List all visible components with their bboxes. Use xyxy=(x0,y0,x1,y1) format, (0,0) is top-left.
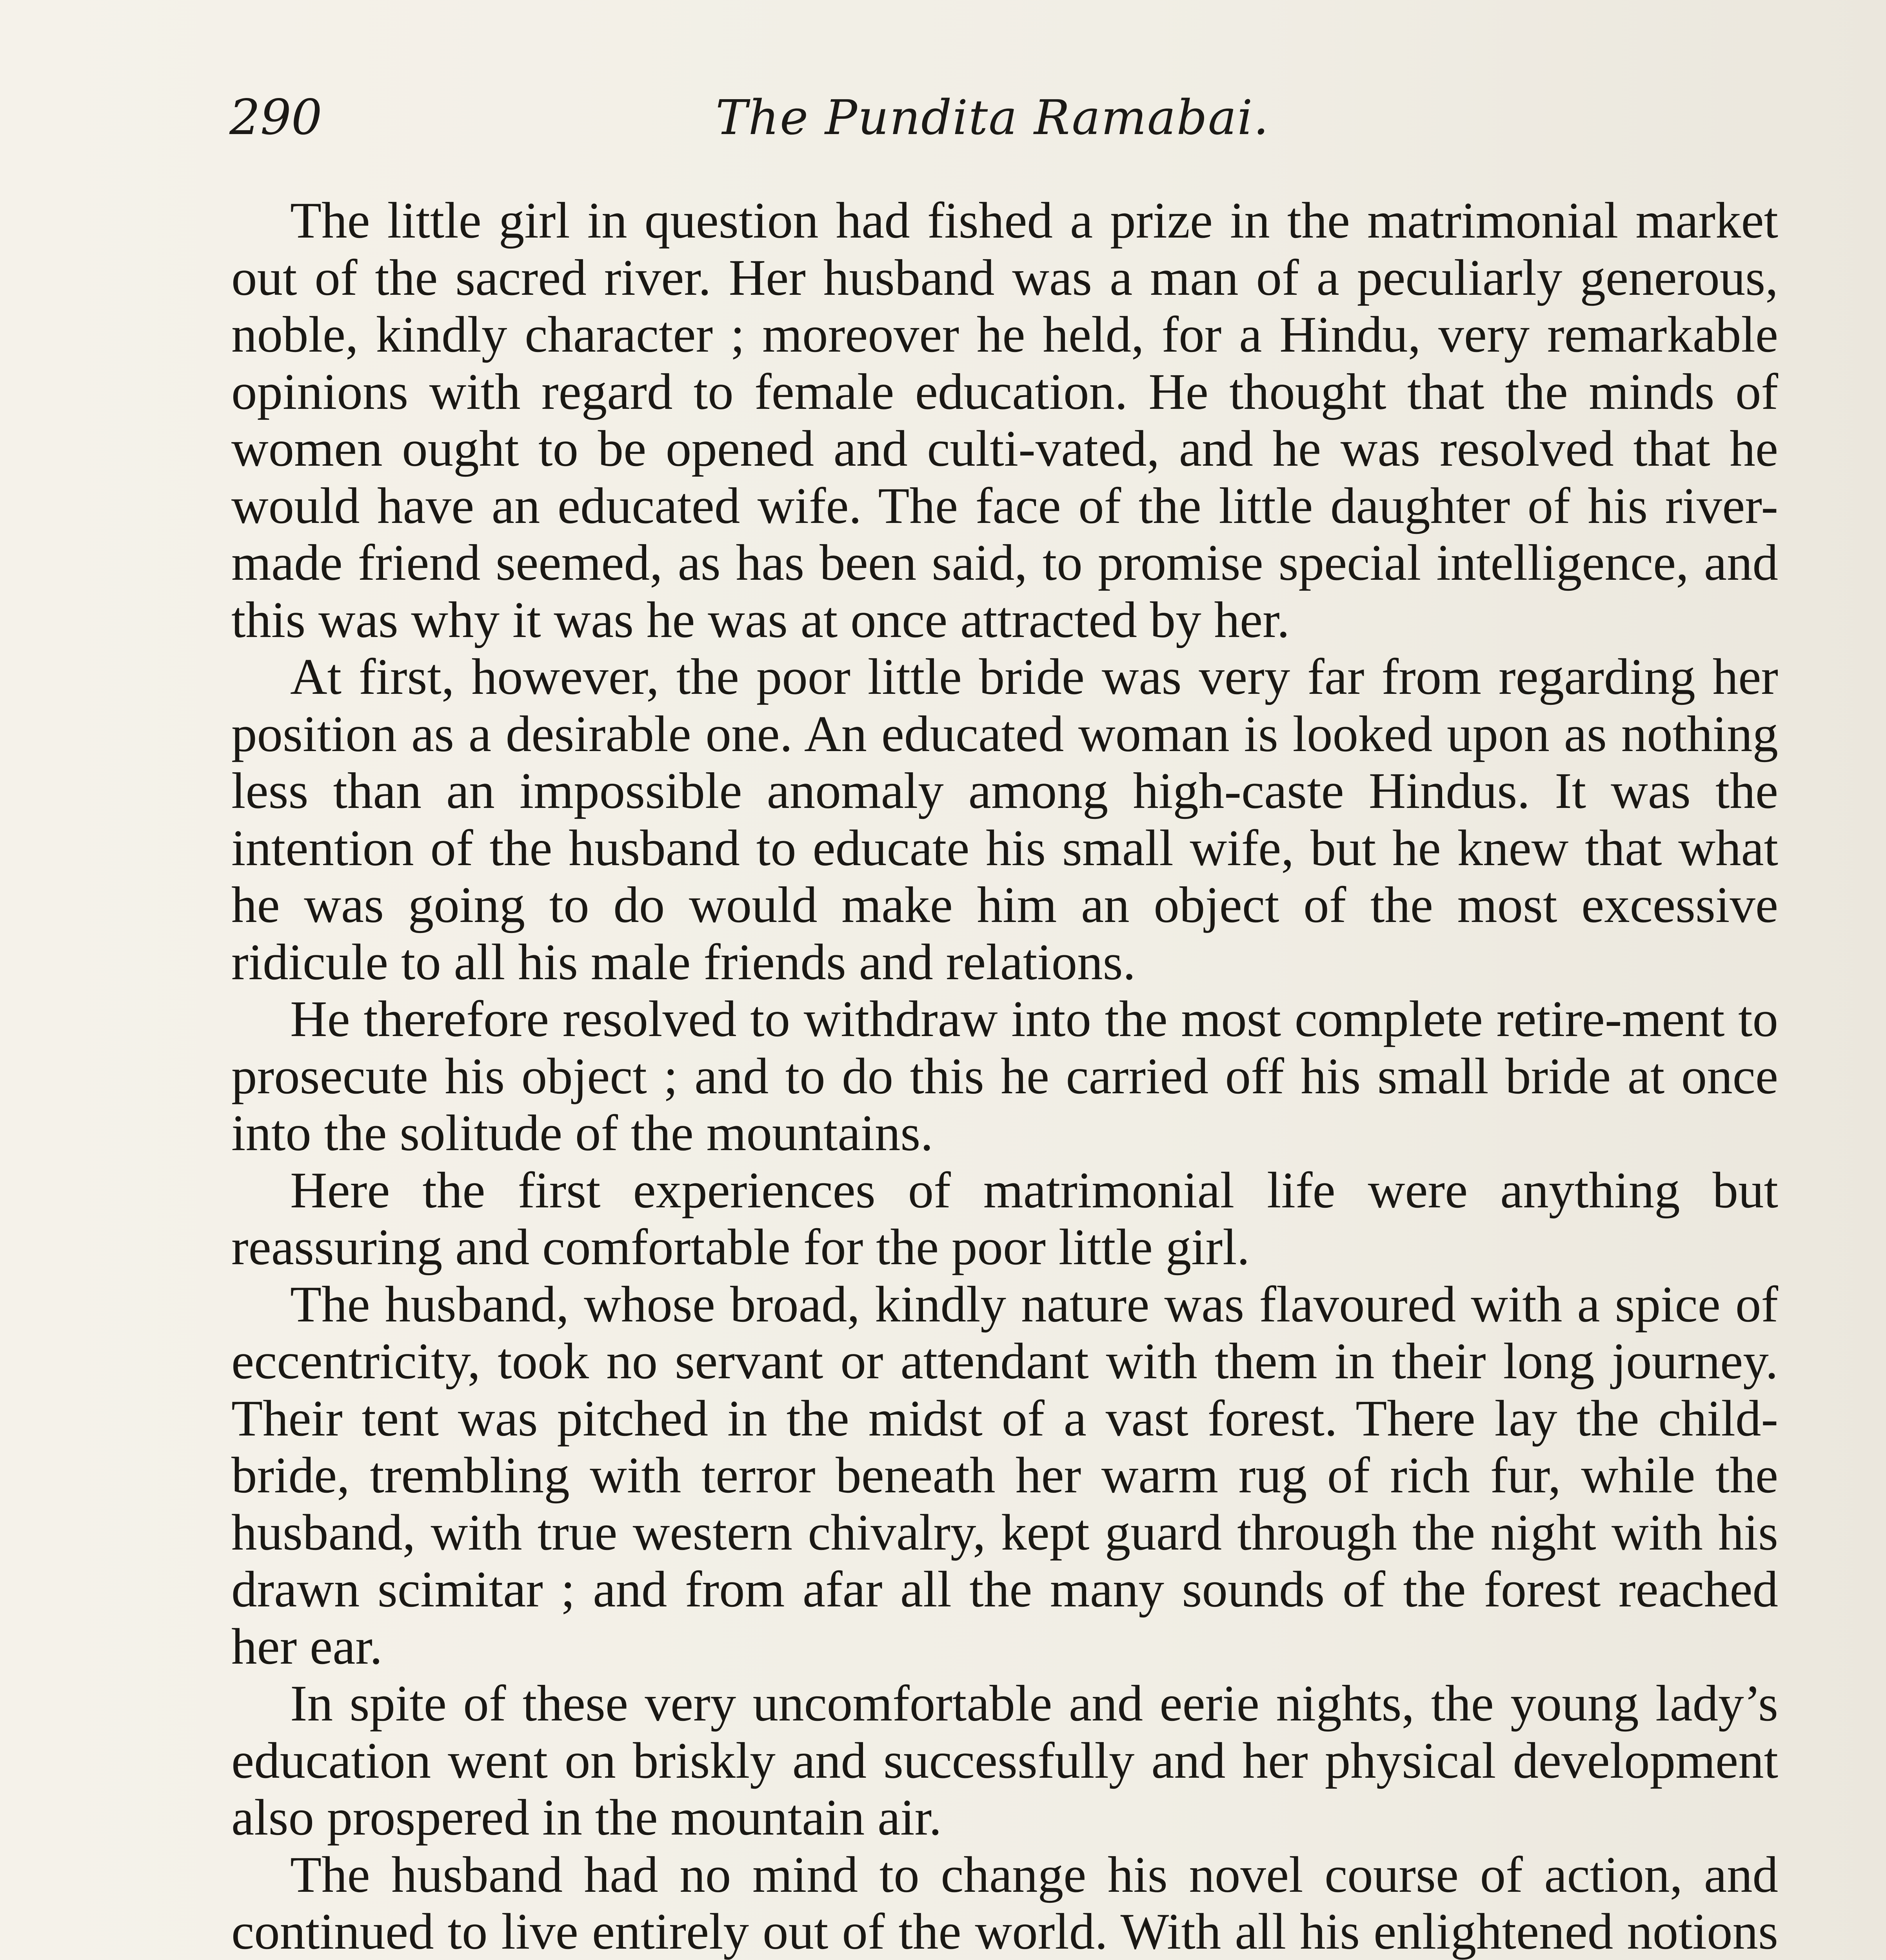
page-number: 290 xyxy=(229,89,322,146)
paragraph: Here the first experiences of matrimonial life were anything but reassuring and comfortable for the poor little girl. xyxy=(231,1161,1778,1276)
paragraph: The little girl in question had fished a prize in the matrimonial market out of the sacred river. Her husband was a man of a peculiarly generous, noble, kindly character ; moreover he held, for a Hindu, very remarkable opinions with regard to female education. He thought that the minds of women ought to be opened and culti-vated, and he was resolved that he would have an educated wife. The face of the little daughter of his river-made friend seemed, as has been said, to promise special intelligence, and this was why it was he was at once attracted by her. xyxy=(231,192,1778,648)
paragraph: At first, however, the poor little bride was very far from regarding her position as a desirable one. An educated woman is looked upon as nothing less than an impossible anomaly among high-caste Hindus. It was the intention of the husband to educate his small wife, but he knew that what he was going to do would make him an object of the most excessive ridicule to all his male friends and relations. xyxy=(231,648,1778,991)
body-text xyxy=(231,192,1778,1960)
paragraph: He therefore resolved to withdraw into the most complete retire-ment to prosecute his object ; and to do this he carried off his small bride at once into the solitude of the mountains. xyxy=(231,991,1778,1161)
running-head: The Pundita Ramabai. xyxy=(716,90,1270,145)
paragraph: The husband, whose broad, kindly nature was flavoured with a spice of eccentricity, took no servant or attendant with them in their long journey. Their tent was pitched in the midst of a vast forest. There lay the child-bride, trembling with terror beneath her warm rug of rich fur, while the husband, with true western chivalry, kept guard through the night with his drawn scimitar ; and from afar all the many sounds of the forest reached her ear. xyxy=(231,1276,1778,1675)
paragraph: In spite of these very uncomfortable and eerie nights, the young lady’s education went on briskly and successfully and her physical development also prospered in the mountain air. xyxy=(231,1675,1778,1846)
page-header xyxy=(229,82,1782,153)
paragraph: The husband had no mind to change his novel course of action, and continued to live entirely out of the world. With all his enlightened notions xyxy=(231,1846,1778,1960)
